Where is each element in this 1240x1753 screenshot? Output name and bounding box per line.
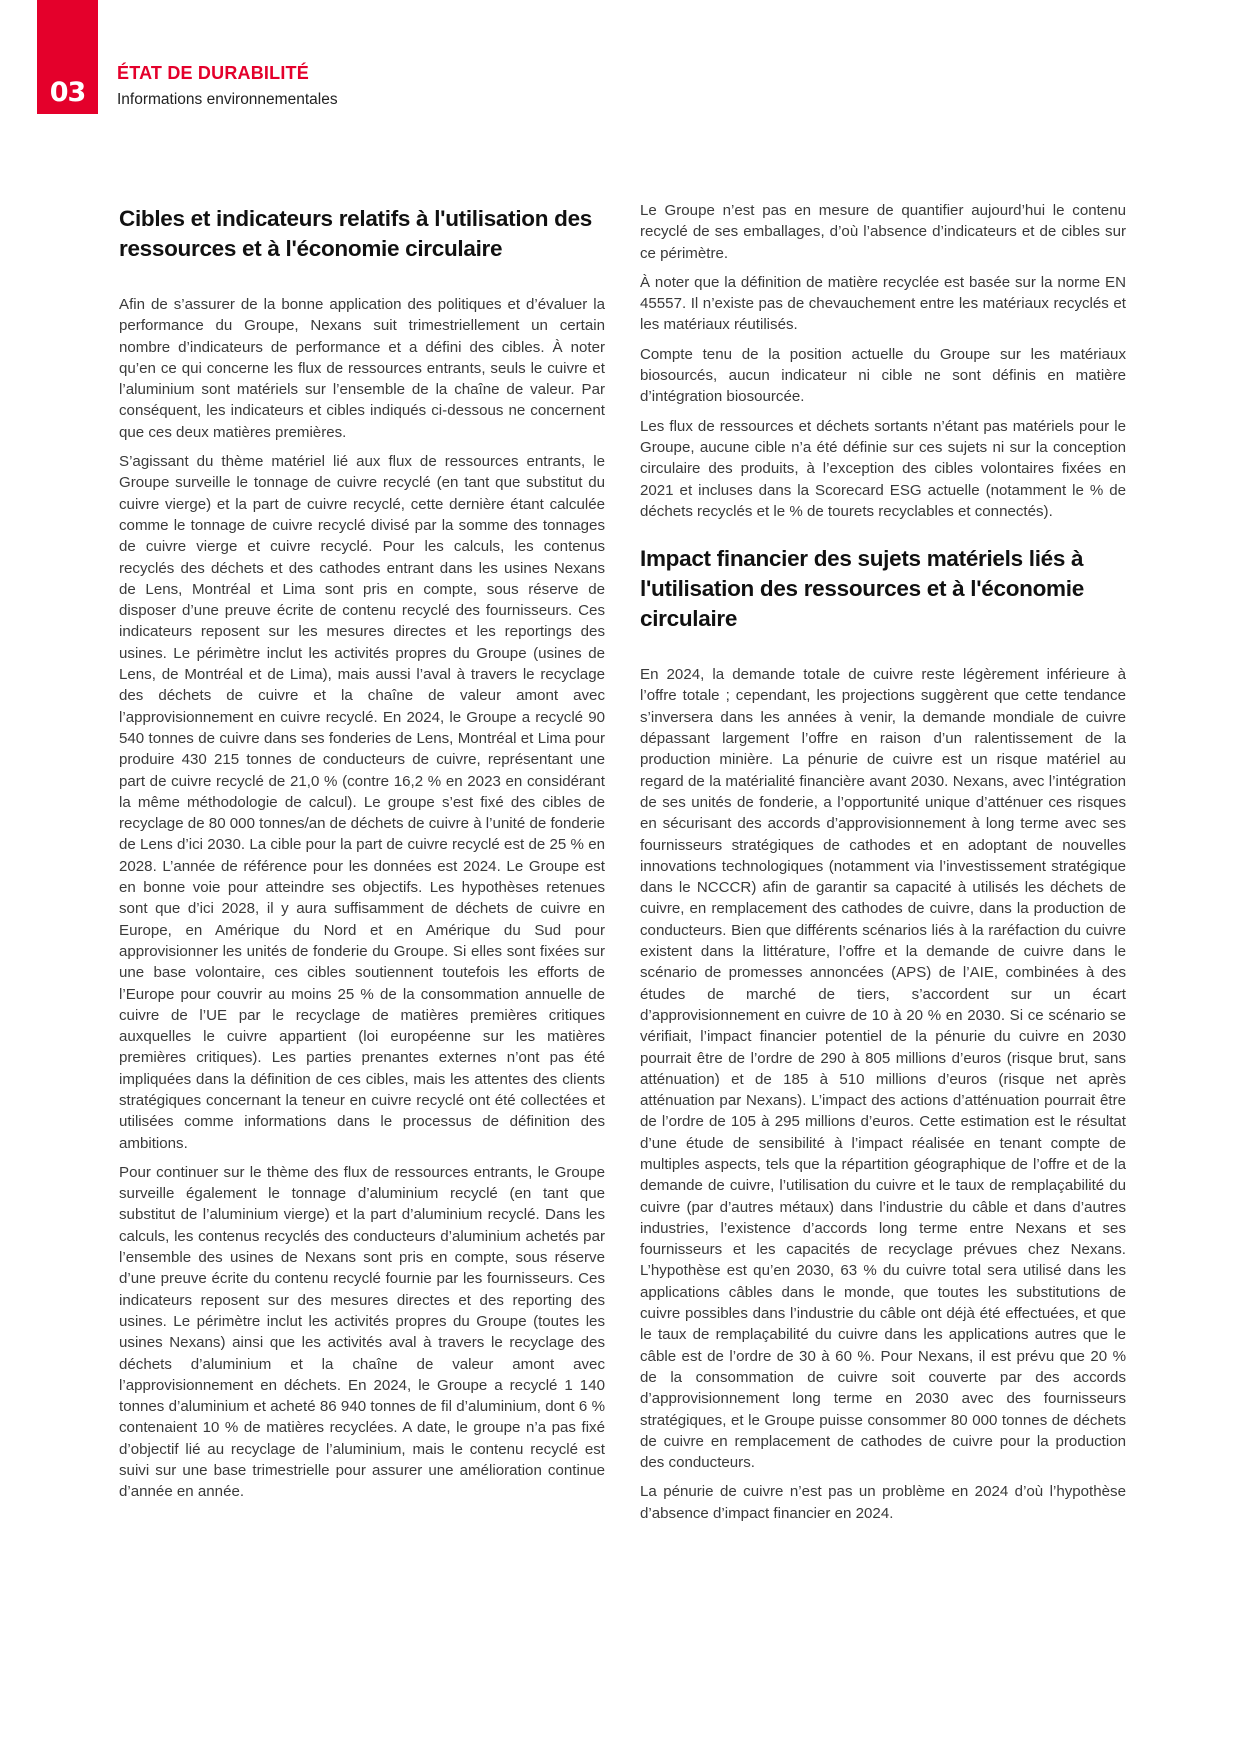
right-paragraph-2: À noter que la définition de matière recyclée est basée sur la norme EN 45557. Il n’existe pas de chevauchement entre les matériaux recyclés et les matériaux réutilisés. [640, 273, 1126, 334]
right-paragraph-1: Le Groupe n’est pas en mesure de quantifier aujourd’hui le contenu recyclé de ses emballages, d’où l’absence d’indicateurs et de cibles sur ce périmètre. [640, 202, 1126, 262]
left-paragraph-1: Afin de s’assurer de la bonne application des politiques et d’évaluer la performance du Groupe, Nexans suit trimestriellement un certain nombre d’indicateurs de performance et a défini des cibles. À noter qu’en ce qui concerne les flux de ressources entrants, seuls le cuivre et l’aluminium sont matériels sur l’ensemble de la chaîne de valeur. Par conséquent, les indicateurs et cibles indiqués ci-dessous ne concernent que ces deux matières premières. [119, 296, 605, 441]
chapter-number: 03 [49, 77, 86, 108]
left-paragraph-3: Pour continuer sur le thème des flux de ressources entrants, le Groupe surveille également le tonnage d’aluminium recyclé (en tant que substitut de l’aluminium vierge) et la part d’aluminium recyclé. Dans les calculs, les contenus recyclés des conducteurs d’aluminium achetés par l’ensemble des usines de Nexans sont pris en compte, sous réserve d’une preuve écrite du contenu recyclé fournie par les fournisseurs. Ces indicateurs reposent sur des mesures directes et des reporting des usines. Le périmètre inclut les activités propres du Groupe (toutes les usines Nexans) ainsi que les activités aval à travers le recyclage des déchets d’aluminium et la chaîne de valeur amont avec l’approvisionnement en déchets. En 2024, le Groupe a recyclé 1 140 tonnes d’aluminium et acheté 86 940 tonnes de fil d’aluminium, dont 6 % contenaient 10 % de matières recyclées. A date, le groupe n’a pas fixé d’objectif lié au recyclage de l’aluminium, mais le contenu recyclé est suivi sur une base trimestrielle pour assurer une amélioration continue d’année en année. [119, 1163, 605, 1501]
right-paragraph-6: La pénurie de cuivre n’est pas un problème en 2024 d’où l’hypothèse d’absence d’impact financier en 2024. [640, 1483, 1126, 1522]
left-paragraph-2: S’agissant du thème matériel lié aux flux de ressources entrants, le Groupe surveille le tonnage de cuivre recyclé (en tant que substitut du cuivre vierge) et la part de cuivre recyclé, cette dernière étant calculée comme le tonnage de cuivre recyclé divisé par la somme des tonnages de cuivre vierge et cuivre recyclé. Pour les calculs, les contenus recyclés des déchets et des cathodes entrant dans les usines Nexans de Lens, Montréal et Lima sont pris en compte, sous réserve de disposer d’une preuve écrite de contenu recyclé des fournisseurs. Ces indicateurs reposent sur les mesures directes et les reportings des usines. Le périmètre inclut les activités propres du Groupe (usines de Lens, de Montréal et de Lima), mais aussi l’aval à travers le recyclage des déchets de cuivre et la chaîne de valeur amont avec l’approvisionnement en cuivre recyclé. En 2024, le Groupe a recyclé 90 540 tonnes de cuivre dans ses fonderies de Lens, Montréal et Lima pour produire 430 215 tonnes de conducteurs de cuivre, représentant une part de cuivre recyclé de 21,0 % (contre 16,2 % en 2023 en considérant la même méthodologie de calcul). Le groupe s’est fixé des cibles de recyclage de 80 000 tonnes/an de déchets de cuivre à l’unité de fonderie de Lens d’ici 2030. La cible pour la part de cuivre recyclé est de 25 % en 2028. L’année de référence pour les données est 2024. Le Groupe est en bonne voie pour atteindre ses objectifs. Les hypothèses retenues sont que d’ici 2028, il y aura suffisamment de déchets de cuivre en Europe, en Amérique du Nord et en Amérique du Sud pour approvisionner les unités de fonderie du Groupe. Si elles sont fixées sur une base volontaire, ces cibles soutiennent toutefois les efforts de l’Europe pour couvrir au moins 25 % de la consommation annuelle de cuivre de l’UE par le recyclage de matières premières critiques auxquelles le cuivre appartient (loi européenne sur les matières premières critiques). Les parties prenantes externes n’ont pas été impliquées dans la définition de ces cibles, mais les attentes des clients stratégiques concernant la teneur en cuivre recyclé ont été collectées et utilisées comme informations dans le processus de définition des ambitions. [119, 453, 605, 1152]
left-heading: Cibles et indicateurs relatifs à l'utilisation des ressources et à l'économie circulaire [119, 206, 592, 261]
chapter-tab [37, 0, 98, 114]
right-paragraph-3: Compte tenu de la position actuelle du Groupe sur les matériaux biosourcés, aucun indicateur ni cible ne sont définis en matière d’intégration biosourcée. [640, 345, 1126, 406]
right-column [640, 204, 1126, 1532]
right-paragraph-4: Les flux de ressources et déchets sortants n’étant pas matériels pour le Groupe, aucune cible n’a été définie sur ces sujets ni sur la conception circulaire des produits, à l’exception des cibles volontaires fixées en 2021 et incluses dans la Scorecard ESG actuelle (notamment le % de déchets recyclés et le % de tourets recyclables et connectés). [640, 417, 1126, 520]
subsection-title: Informations environnementales [117, 91, 338, 108]
left-column [119, 204, 605, 1511]
right-paragraph-5: En 2024, la demande totale de cuivre reste légèrement inférieure à l’offre totale ; cependant, les projections suggèrent que cette tendance s’inversera dans les années à venir, la demande mondiale de cuivre dépassant largement l’offre en raison d’un ralentissement de la production minière. La pénurie de cuivre est un risque matériel au regard de la matérialité financière avant 2030. Nexans, avec l’intégration de ses unités de fonderie, a l’opportunité unique d’atténuer ces risques en sécurisant des accords d’approvisionnement à long terme avec ses fournisseurs stratégiques de cathodes et en adoptant de nouvelles innovations technologiques (notamment via l’investissement stratégique dans le NCCCR) afin de garantir sa capacité à utilisés les déchets de cuivre, en remplacement des cathodes de cuivre, dans la production de conducteurs. Bien que différents scénarios liés à la raréfaction du cuivre existent dans la littérature, l’offre et la demande de cuivre dans le scénario de promesses annoncées (APS) de l’AIE, combinées à des études de marché de tiers, s’accordent sur un écart d’approvisionnement en cuivre de 10 à 20 % en 2030. Si ce scénario se vérifiait, l’impact financier potentiel de la pénurie du cuivre en 2030 pourrait être de l’ordre de 290 à 805 millions d’euros (risque brut, sans atténuation) et de 185 à 510 millions d’euros (risque net après atténuation par Nexans). L’impact des actions d’atténuation pourrait être de l’ordre de 105 à 295 millions d’euros. Cette estimation est le résultat d’une étude de sensibilité à l’impact réalisée en tenant compte de multiples aspects, tels que la répartition géographique de l’offre et de la demande de cuivre, l’utilisation du cuivre et le taux de remplaçabilité du cuivre (par d’autres métaux) dans l’industrie du câble et dans d’autres industries, l’existence d’accords long terme entre Nexans et ses fournisseurs et les capacités de recyclage prévues chez Nexans. L’hypothèse est qu’en 2030, 63 % du cuivre total sera utilisé dans les applications câbles dans le monde, que toutes les substitutions de cuivre possibles dans l’industrie du câble ont déjà été effectuées, et que le taux de remplaçabilité du cuivre dans les applications autres que le câble est de l’ordre de 30 à 60 %. Pour Nexans, il est prévu que 20 % de la consommation de cuivre soit couverte par des accords d’approvisionnement long terme en 2030 avec des fournisseurs stratégiques, et le Groupe puisse consommer 80 000 tonnes de déchets de cuivre en remplacement de cathodes de cuivre pour la production des conducteurs. [640, 666, 1126, 1472]
section-title: ÉTAT DE DURABILITÉ [117, 63, 309, 83]
right-heading: Impact financier des sujets matériels liés à l'utilisation des ressources et à l'économie circulaire [640, 546, 1084, 632]
